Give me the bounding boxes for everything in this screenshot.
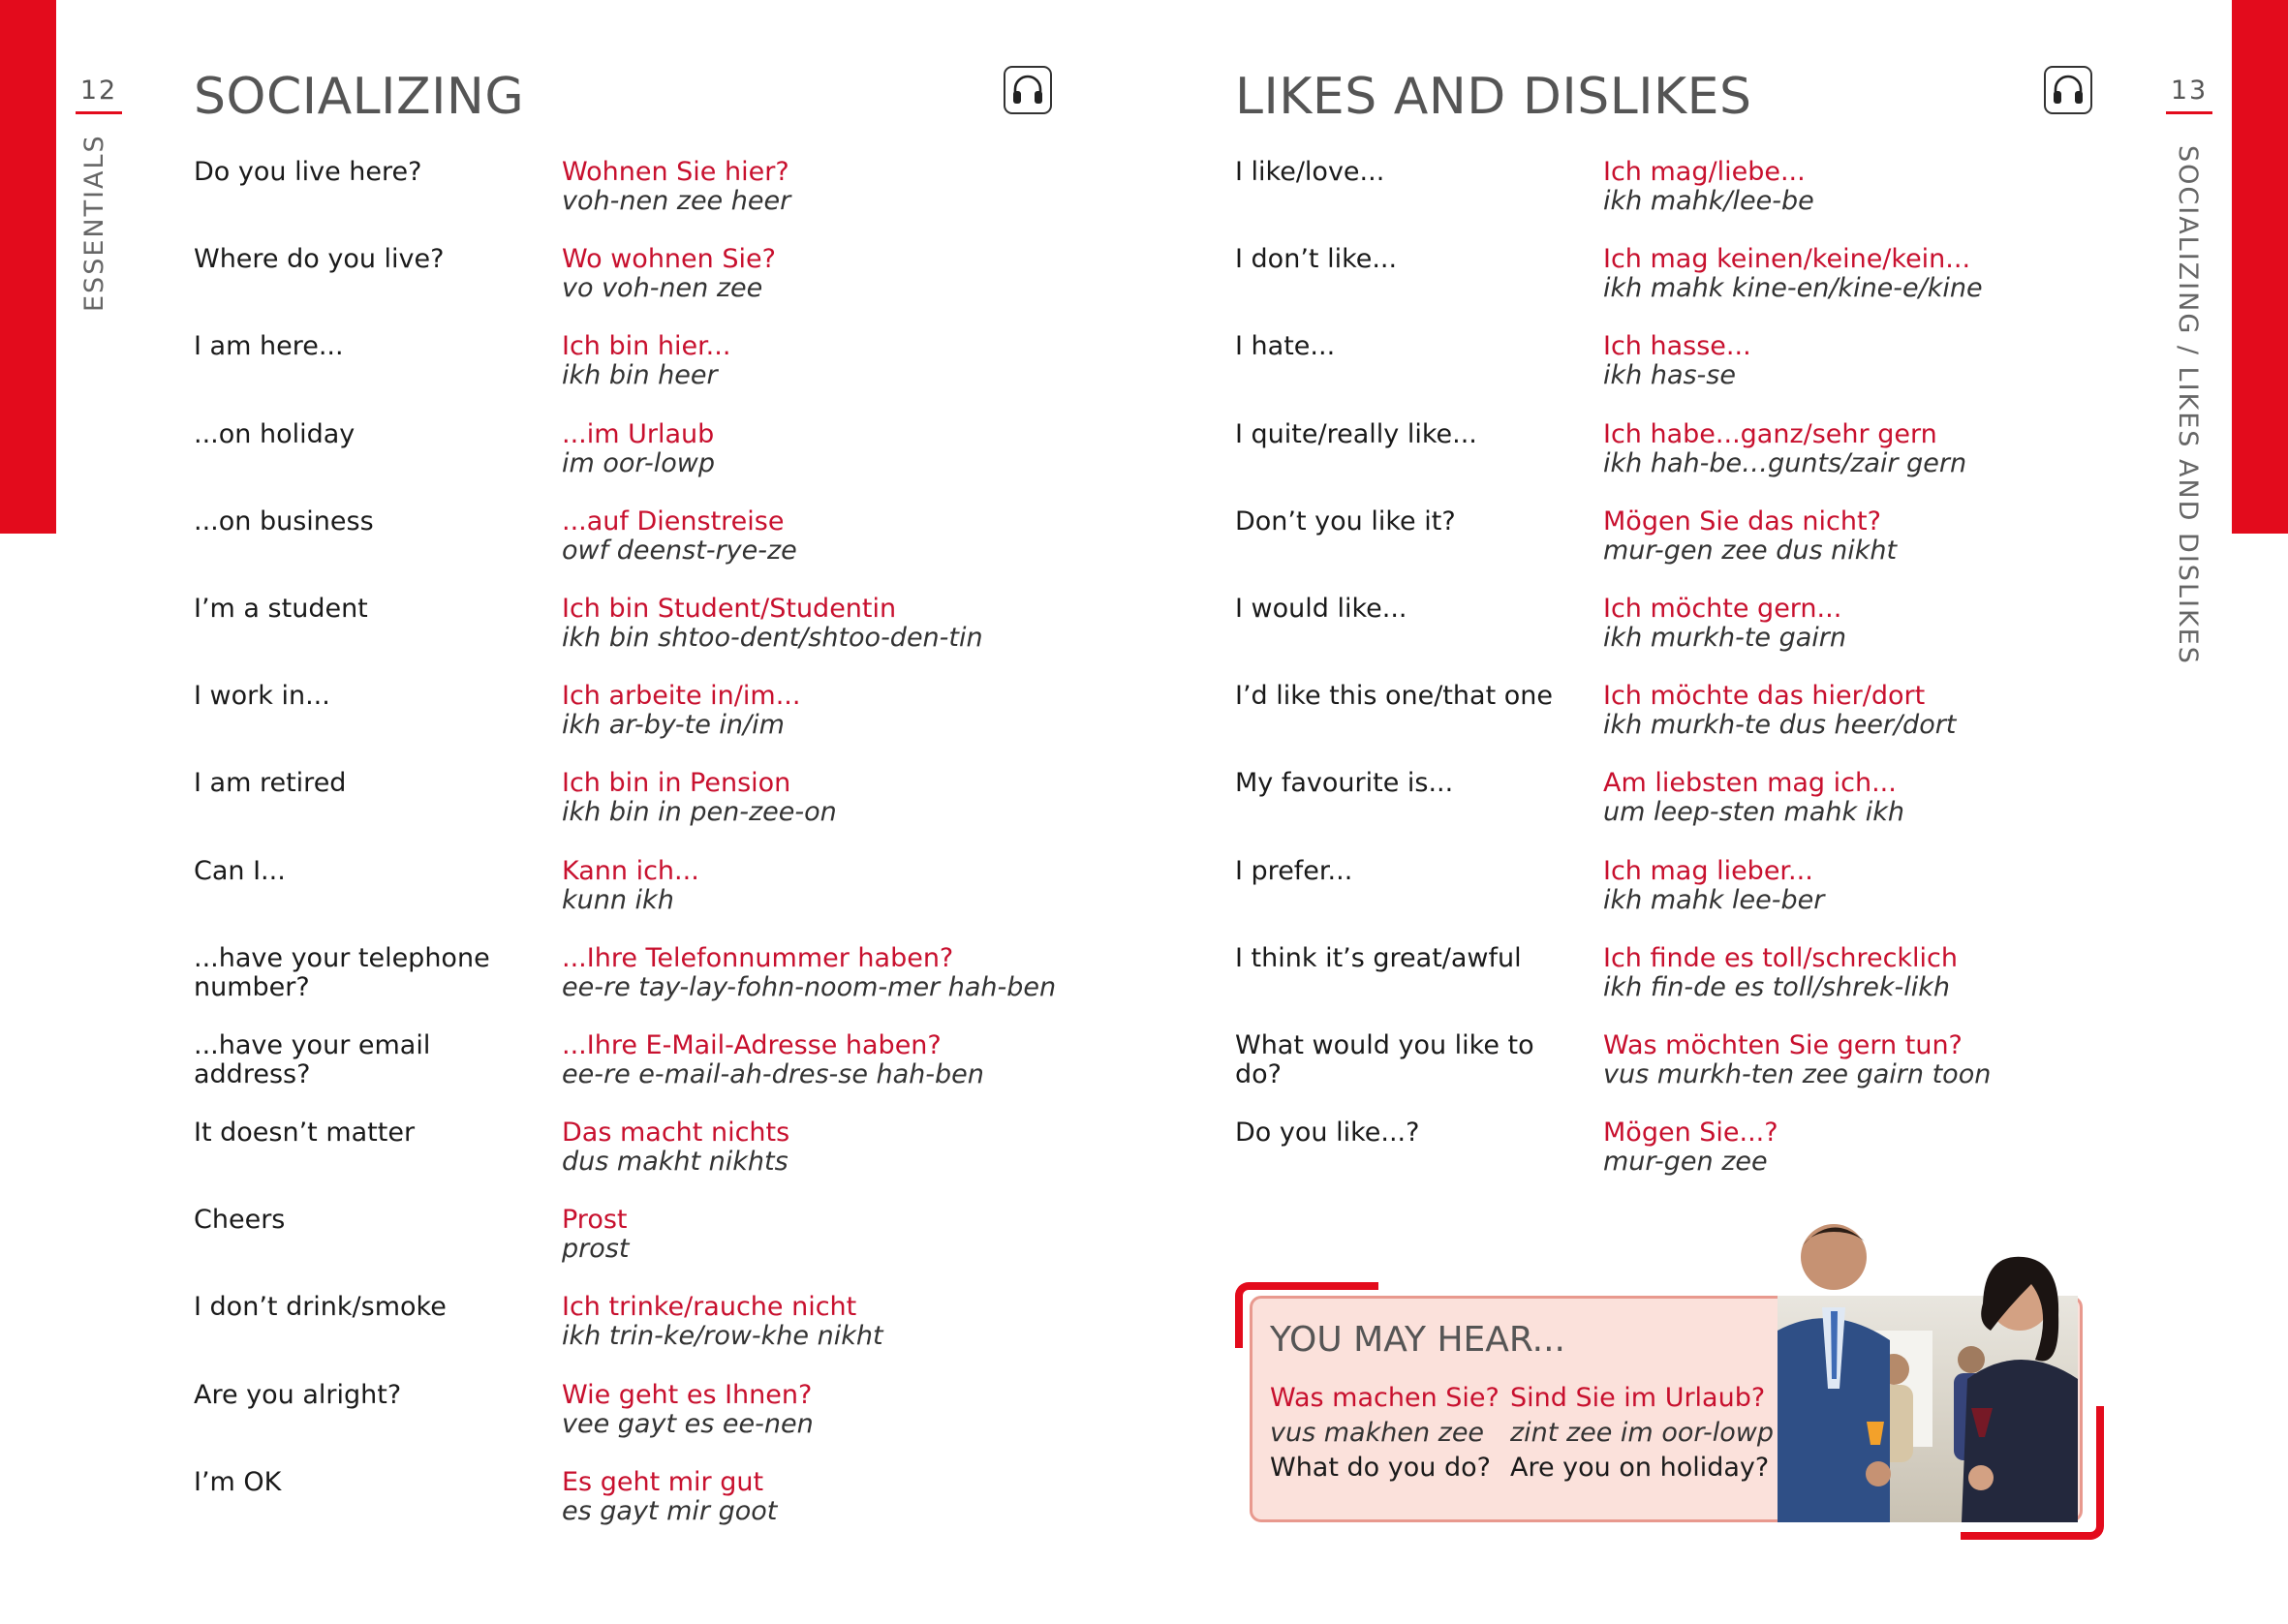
phrase-english: Cheers bbox=[194, 1205, 286, 1236]
page-number-right: 13 bbox=[2166, 76, 2212, 114]
phrase-german: Ich bin hier... bbox=[562, 331, 731, 362]
phrase-row bbox=[194, 1381, 1066, 1468]
phrase-pronunciation: voh-nen zee heer bbox=[562, 186, 791, 216]
phrase-german: Ich mag lieber... bbox=[1603, 855, 1813, 886]
phrase-english: Can I... bbox=[194, 855, 286, 886]
phrase-english: Where do you live? bbox=[194, 244, 445, 275]
hear-item bbox=[1270, 1381, 1500, 1486]
phrase-german: Was möchten Sie gern tun? bbox=[1603, 1029, 1963, 1060]
phrase-row bbox=[194, 769, 1066, 856]
phrase-pronunciation: ikh bin in pen-zee-on bbox=[562, 797, 837, 828]
phrase-english: I prefer... bbox=[1235, 855, 1353, 886]
phrase-german: Ich trinke/rauche nicht bbox=[562, 1292, 857, 1323]
phrase-pronunciation: ikh mahk lee-ber bbox=[1603, 884, 1825, 915]
phrase-german: Das macht nichts bbox=[562, 1118, 790, 1149]
phrase-german: Ich bin Student/Studentin bbox=[562, 593, 897, 624]
phrase-german: Wohnen Sie hier? bbox=[562, 157, 789, 187]
phrase-german: Ich hasse... bbox=[1603, 331, 1751, 362]
phrase-english: ...have your telephone number? bbox=[194, 942, 490, 1002]
phrase-pronunciation: ikh mahk/lee-be bbox=[1603, 186, 1814, 216]
phrase-pronunciation: prost bbox=[562, 1234, 630, 1265]
phrase-pronunciation: owf deenst-rye-ze bbox=[562, 535, 797, 566]
phrase-row bbox=[1235, 158, 2107, 245]
side-label-right bbox=[2170, 145, 2209, 823]
phrase-row bbox=[1235, 682, 2107, 769]
phrase-german: ...im Urlaub bbox=[562, 418, 715, 449]
phrase-pronunciation: mur-gen zee bbox=[1603, 1147, 1768, 1178]
hear-pronunciation: zint zee im oor-lowp bbox=[1510, 1418, 1774, 1448]
hear-german: Sind Sie im Urlaub? bbox=[1510, 1383, 1766, 1413]
phrase-english: I like/love... bbox=[1235, 157, 1385, 187]
phrase-pronunciation: mur-gen zee dus nikht bbox=[1603, 535, 1898, 566]
phrase-english: I work in... bbox=[194, 681, 330, 712]
phrase-german: Wie geht es Ihnen? bbox=[562, 1379, 813, 1410]
phrase-pronunciation: dus makht nikhts bbox=[562, 1147, 788, 1178]
phrase-pronunciation: ikh has-se bbox=[1603, 360, 1736, 391]
hear-english: What do you do? bbox=[1270, 1453, 1491, 1483]
people-socializing-photo bbox=[1778, 1214, 2078, 1522]
phrase-row bbox=[194, 1293, 1066, 1380]
phrase-german: Ich habe...ganz/sehr gern bbox=[1603, 418, 1937, 449]
section-title-socializing: SOCIALIZING bbox=[194, 68, 525, 126]
headphones-icon[interactable] bbox=[1004, 66, 1052, 114]
phrase-english: ...on holiday bbox=[194, 418, 356, 449]
phrase-row bbox=[1235, 507, 2107, 595]
section-title-likes-dislikes: LIKES AND DISLIKES bbox=[1235, 68, 1752, 126]
phrase-row bbox=[1235, 769, 2107, 856]
phrase-english: I don’t drink/smoke bbox=[194, 1292, 447, 1323]
phrase-pronunciation: ikh trin-ke/row-khe nikht bbox=[562, 1321, 883, 1352]
phrase-german: Ich mag keinen/keine/kein... bbox=[1603, 244, 1971, 275]
phrase-pronunciation: ee-re tay-lay-fohn-noom-mer hah-ben bbox=[562, 971, 1057, 1002]
phrase-row bbox=[194, 507, 1066, 595]
phrase-row bbox=[1235, 1118, 2107, 1206]
phrase-german: Ich möchte gern... bbox=[1603, 593, 1842, 624]
you-may-hear-title: YOU MAY HEAR... bbox=[1270, 1320, 1565, 1360]
phrase-english: It doesn’t matter bbox=[194, 1118, 416, 1149]
phrase-english: I don’t like... bbox=[1235, 244, 1398, 275]
phrase-pronunciation: ee-re e-mail-ah-dres-se hah-ben bbox=[562, 1058, 984, 1089]
phrase-pronunciation: im oor-lowp bbox=[562, 447, 716, 478]
phrase-pronunciation: ikh murkh-te dus heer/dort bbox=[1603, 710, 1957, 741]
side-label-left-text: ESSENTIALS bbox=[79, 134, 109, 312]
phrase-german: ...Ihre Telefonnummer haben? bbox=[562, 942, 954, 973]
phrase-english: Don’t you like it? bbox=[1235, 506, 1456, 536]
phrase-pronunciation: vee gayt es ee-nen bbox=[562, 1408, 814, 1439]
headphones-icon[interactable] bbox=[2044, 66, 2092, 114]
hear-pronunciation: vus makhen zee bbox=[1270, 1418, 1485, 1448]
phrase-english: I am here... bbox=[194, 331, 344, 362]
phrase-row bbox=[194, 420, 1066, 507]
phrase-list-socializing bbox=[194, 158, 1066, 1555]
page-number-left: 12 bbox=[76, 76, 122, 114]
right-red-tab bbox=[2232, 0, 2288, 534]
phrase-german: Am liebsten mag ich... bbox=[1603, 768, 1897, 799]
phrase-row bbox=[1235, 944, 2107, 1031]
phrase-pronunciation: ikh ar-by-te in/im bbox=[562, 710, 785, 741]
left-red-tab bbox=[0, 0, 56, 534]
phrase-row bbox=[194, 158, 1066, 245]
phrase-row bbox=[194, 1031, 1066, 1118]
phrase-row bbox=[194, 595, 1066, 682]
phrase-english: Are you alright? bbox=[194, 1379, 402, 1410]
phrase-pronunciation: ikh fin-de es toll/shrek-likh bbox=[1603, 971, 1950, 1002]
phrase-row bbox=[1235, 245, 2107, 332]
phrase-row bbox=[1235, 332, 2107, 419]
phrase-german: Mögen Sie...? bbox=[1603, 1118, 1778, 1149]
phrase-row bbox=[194, 682, 1066, 769]
phrase-english: I quite/really like... bbox=[1235, 418, 1477, 449]
phrase-row bbox=[194, 1468, 1066, 1555]
phrase-german: ...auf Dienstreise bbox=[562, 506, 785, 536]
phrase-english: What would you like to do? bbox=[1235, 1029, 1534, 1089]
hear-item bbox=[1510, 1381, 1774, 1486]
phrase-pronunciation: um leep-sten mahk ikh bbox=[1603, 797, 1904, 828]
phrase-row bbox=[1235, 1031, 2107, 1118]
phrase-german: Wo wohnen Sie? bbox=[562, 244, 776, 275]
phrase-english: I hate... bbox=[1235, 331, 1336, 362]
phrase-english: I am retired bbox=[194, 768, 347, 799]
phrase-pronunciation: kunn ikh bbox=[562, 884, 674, 915]
phrase-english: I’d like this one/that one bbox=[1235, 681, 1553, 712]
phrase-pronunciation: vus murkh-ten zee gairn toon bbox=[1603, 1058, 1992, 1089]
phrase-german: ...Ihre E-Mail-Adresse haben? bbox=[562, 1029, 942, 1060]
phrase-row bbox=[194, 1118, 1066, 1206]
phrase-german: Ich mag/liebe... bbox=[1603, 157, 1806, 187]
phrase-list-likes-dislikes bbox=[1235, 158, 2107, 1206]
phrase-row bbox=[1235, 857, 2107, 944]
phrase-english: I would like... bbox=[1235, 593, 1407, 624]
hear-english: Are you on holiday? bbox=[1510, 1453, 1770, 1483]
phrase-german: Mögen Sie das nicht? bbox=[1603, 506, 1881, 536]
phrase-english: I think it’s great/awful bbox=[1235, 942, 1522, 973]
phrase-pronunciation: ikh bin shtoo-dent/shtoo-den-tin bbox=[562, 622, 983, 653]
phrase-german: Ich bin in Pension bbox=[562, 768, 791, 799]
phrase-english: I’m a student bbox=[194, 593, 368, 624]
phrase-german: Prost bbox=[562, 1205, 628, 1236]
phrase-english: ...on business bbox=[194, 506, 374, 536]
phrase-row bbox=[194, 332, 1066, 419]
phrase-row bbox=[194, 944, 1066, 1031]
phrase-row bbox=[194, 857, 1066, 944]
phrase-row bbox=[1235, 420, 2107, 507]
phrase-english: ...have your email address? bbox=[194, 1029, 431, 1089]
phrase-german: Ich arbeite in/im... bbox=[562, 681, 801, 712]
phrase-pronunciation: ikh bin heer bbox=[562, 360, 718, 391]
phrase-english: Do you like...? bbox=[1235, 1118, 1420, 1149]
phrase-pronunciation: vo voh-nen zee bbox=[562, 273, 763, 304]
phrase-pronunciation: ikh murkh-te gairn bbox=[1603, 622, 1847, 653]
side-label-left bbox=[79, 134, 118, 823]
phrase-pronunciation: ikh mahk kine-en/kine-e/kine bbox=[1603, 273, 1983, 304]
side-label-right-text: SOCIALIZING / LIKES AND DISLIKES bbox=[2173, 145, 2203, 665]
phrase-german: Kann ich... bbox=[562, 855, 699, 886]
phrase-english: My favourite is... bbox=[1235, 768, 1454, 799]
phrase-english: I’m OK bbox=[194, 1466, 282, 1497]
phrase-german: Ich finde es toll/schrecklich bbox=[1603, 942, 1959, 973]
phrase-row bbox=[194, 1206, 1066, 1293]
phrase-english: Do you live here? bbox=[194, 157, 422, 187]
hear-german: Was machen Sie? bbox=[1270, 1383, 1500, 1413]
phrase-row bbox=[194, 245, 1066, 332]
phrase-row bbox=[1235, 595, 2107, 682]
phrase-pronunciation: ikh hah-be…gunts/zair gern bbox=[1603, 447, 1967, 478]
phrase-pronunciation: es gayt mir goot bbox=[562, 1495, 778, 1526]
phrase-german: Es geht mir gut bbox=[562, 1466, 764, 1497]
phrase-german: Ich möchte das hier/dort bbox=[1603, 681, 1926, 712]
